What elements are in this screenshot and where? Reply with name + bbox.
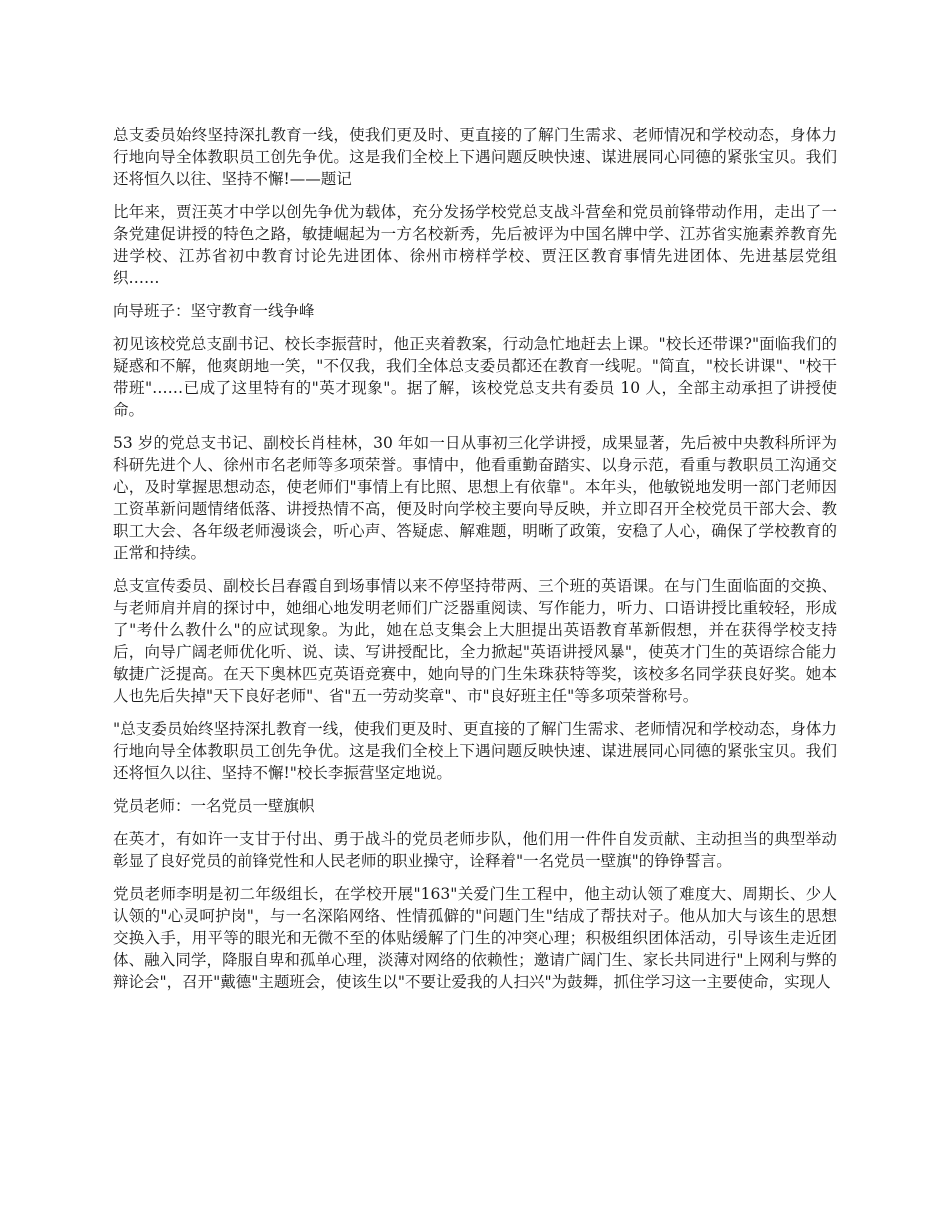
paragraph-party-secretary: 53 岁的党总支书记、副校长肖桂林，30 年如一日从事初三化学讲授，成果显著，先后被中央教科所评为科研先进个人、徐州市名老师等多项荣誉。事情中，他看重勤奋踏实、以身示范，看重与教职员工沟通交心，及时掌握思想动态，使老师们"事情上有比照、思想上有依靠"。本年头，他敏锐地发明一部门老师因工资革新问题情绪低落、讲授热情不高，便及时向学校主要向导反映，并立即召开全校党员干部大会、教职工大会、各年级老师漫谈会，听心声、答疑虑、解难题，明晰了政策，安稳了人心，确保了学校教育的正常和持续。 bbox=[113, 434, 837, 562]
paragraph-teacher-li-ming: 党员老师李明是初二年级组长，在学校开展"163"关爱门生工程中，他主动认领了难度大、周期长、少人认领的"心灵呵护岗"，与一名深陷网络、性情孤僻的"问题门生"结成了帮扶对子。他从加大与该生的思想交换入手，用平等的眼光和无微不至的体贴缓解了门生的冲突心理；积极组织团体活动，引导该生走近团体、融入同学，降服自卑和孤单心理，淡薄对网络的依赖性；邀请广阔门生、家长共同进行"上网利与弊的辩论会"，召开"戴德"主题班会，使该生以"不要让爱我的人扫兴"为鼓舞，抓住学习这一主要使命，实现人 bbox=[113, 885, 837, 991]
paragraph-teachers-intro: 在英才，有如许一支甘于付出、勇于战斗的党员老师步队，他们用一件件自发贡献、主动担当的典型举动彰显了良好党员的前锋党性和人民老师的职业操守，诠释着"一名党员一壁旗"的铮铮誓言。 bbox=[113, 830, 837, 870]
paragraph-quote: "总支委员始终坚持深扎教育一线，使我们更及时、更直接的了解门生需求、老师情况和学校动态，身体力行地向导全体教职员工创先争优。这是我们全校上下遇问题反映快速、谋进展同心同德的紧张宝贝。我们还将恒久以往、坚持不懈!"校长李振营坚定地说。 bbox=[113, 720, 837, 782]
paragraph-intro: 比年来，贾汪英才中学以创先争优为载体，充分发扬学校党总支战斗营垒和党员前锋带动作用，走出了一条党建促讲授的特色之路，敏捷崛起为一方名校新秀，先后被评为中国名牌中学、江苏省实施素养教育先进学校、江苏省初中教育讨论先进团体、徐州市榜样学校、贾汪区教育事情先进团体、先进基层党组织…… bbox=[113, 203, 837, 287]
section-heading-leadership: 向导班子：坚守教育一线争峰 bbox=[113, 302, 315, 320]
paragraph-principal: 初见该校党总支副书记、校长李振营时，他正夹着教案，行动急忙地赶去上课。"校长还带课?"面临我们的疑惑和不解，他爽朗地一笑，"不仅我，我们全体总支委员都还在教育一线呢。"简直，"校长讲课"、"校干带班"……已成了这里特有的"英才现象"。据了解，该校党总支共有委员 10 人，全部主动承担了讲授使命。 bbox=[113, 335, 837, 419]
paragraph-epigraph: 总支委员始终坚持深扎教育一线，使我们更及时、更直接的了解门生需求、老师情况和学校动态，身体力行地向导全体教职员工创先争优。这是我们全校上下遇问题反映快速、谋进展同心同德的紧张宝贝。我们还将恒久以往、坚持不懈!——题记 bbox=[113, 126, 837, 188]
paragraph-vice-principal: 总支宣传委员、副校长吕春霞自到场事情以来不停坚持带两、三个班的英语课。在与门生面临面的交换、与老师肩并肩的探讨中，她细心地发明老师们广泛器重阅读、写作能力，听力、口语讲授比重较轻，形成了"考什么教什么"的应试现象。为此，她在总支集会上大胆提出英语教育革新假想，并在获得学校支持后，向导广阔老师优化听、说、读、写讲授配比，全力掀起"英语讲授风暴"，使英才门生的英语综合能力敏捷广泛提高。在天下奥林匹克英语竞赛中，她向导的门生朱珠获特等奖，该校多名同学获良好奖。她本人也先后失掉"天下良好老师"、省"五一劳动奖章"、市"良好班主任"等多项荣誉称号。 bbox=[113, 577, 837, 705]
document-page bbox=[113, 124, 837, 1004]
section-heading-teachers: 党员老师：一名党员一壁旗帜 bbox=[113, 797, 315, 815]
